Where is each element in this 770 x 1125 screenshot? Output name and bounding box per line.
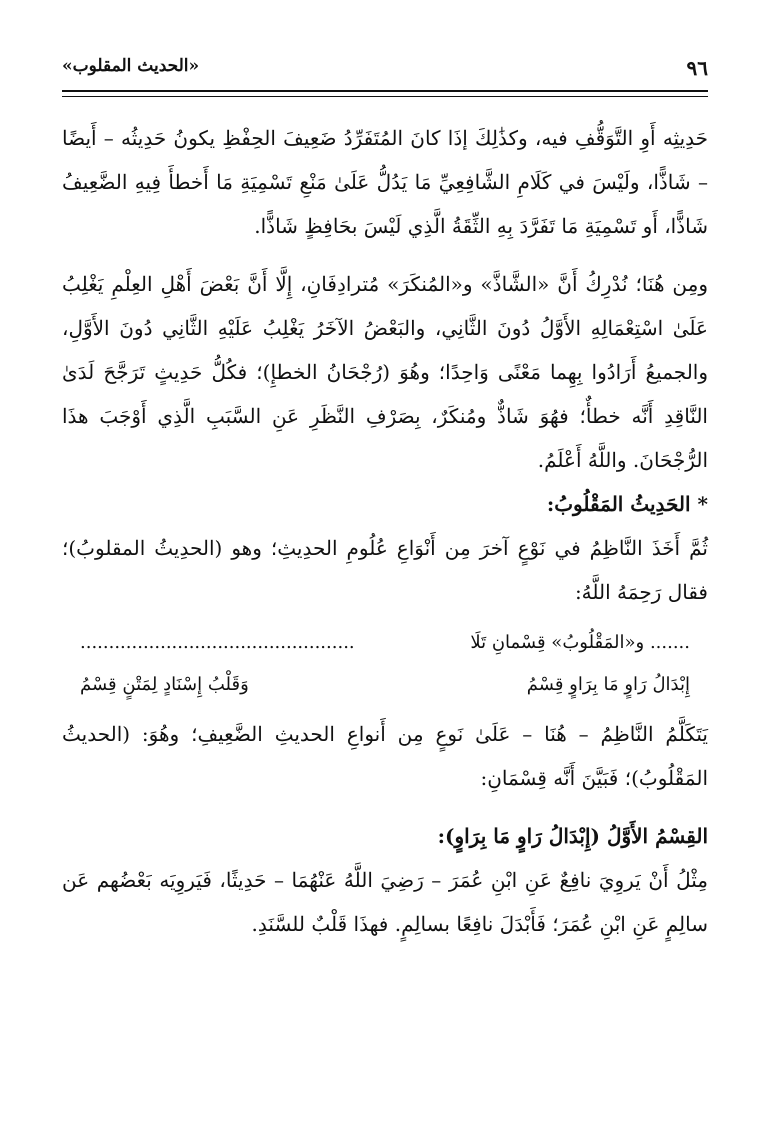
section-heading-first-part: القِسْمُ الأَوَّلُ (إِبْدَالُ رَاوٍ مَا بِرَاوٍ): <box>437 824 708 848</box>
header-rule-thin <box>62 96 708 97</box>
verse-1-first-hemistich: ....... و«المَقْلُوبُ» قِسْمانِ تَلَا <box>470 632 690 653</box>
running-header <box>62 50 708 102</box>
paragraph-3: ثُمَّ أَخَذَ النَّاظِمُ في نَوْعٍ آخرَ مِن أَنْوَاعِ عُلُومِ الحدِيثِ؛ وهو (الحدِيثُ المقلوبُ)؛ فقال رَحِمَهُ اللَّهُ: <box>62 536 708 604</box>
poem-verse <box>80 622 690 706</box>
running-title: «الحديث المقلوب» <box>62 56 200 76</box>
main-text <box>62 116 708 946</box>
verse-2-first-hemistich: إِبْدَالُ رَاوٍ مَا بِرَاوٍ قِسْمُ <box>526 674 690 695</box>
page-number: ٩٦ <box>686 56 708 80</box>
paragraph-1: حَدِيثِه أَوِ التَّوَقُّفِ فيه، وكذَٰلِكَ إذَا كانَ المُتَفَرِّدُ ضَعِيفَ الحِفْظِ يكونُ حَدِيثُه – أَيضًا – شَاذًّا، ولَيْسَ في كَلَامِ الشَّافِعِيِّ مَا يَدُلُّ عَلَىٰ مَنْعِ تَسْمِيَةِ مَا أَخطأَ فِيهِ الضَّعِيفُ شَاذًّا، أَو تَسْمِيَةِ مَا تَفَرَّدَ بِهِ الثِّقَةُ الَّذِي لَيْسَ بحَافِظٍ شَاذًّا. <box>62 126 709 238</box>
paragraph-4: يَتَكَلَّمُ النَّاظِمُ – هُنَا – عَلَىٰ نَوعٍ مِن أَنواعِ الحديثِ الضَّعِيفِ؛ وهُوَ: (الحديثُ المَقْلُوبُ)؛ فَبَيَّنَ أَنَّه قِسْمَانِ: <box>62 722 708 790</box>
verse-1-second-hemistich: ................................................ <box>80 632 355 653</box>
verse-2-second-hemistich: وَقَلْبُ إِسْنَادٍ لِمَتْنٍ قِسْمُ <box>80 674 249 695</box>
header-rule-thick <box>62 90 708 92</box>
section-heading-maqlub: * الحَدِيثُ المَقْلُوبُ: <box>546 492 708 516</box>
paragraph-2: ومِن هُنَا؛ نُدْرِكُ أَنَّ «الشَّاذَّ» و«المُنكَرَ» مُترادِفَانِ، إِلَّا أَنَّ بَعْضَ أَهْلِ العِلْمِ يَغْلِبُ عَلَىٰ اسْتِعْمَالِهِ الأَوَّلُ دُونَ الثَّانِي، والبَعْضُ الآخَرُ يَغْلِبُ عَلَيْهِ الثَّانِي دُونَ الأَوَّلِ، والجميعُ أَرَادُوا بِهِما مَعْنًى وَاحِدًا؛ وهُوَ (رُجْحَانُ الخطإِ)؛ فكُلُّ حَدِيثٍ تَرَجَّحَ لَدَىٰ النَّاقِدِ أَنَّه خطأٌ؛ فهُوَ شَاذٌّ ومُنكَرٌ، بِصَرْفِ النَّظَرِ عَنِ السَّبَبِ الَّذِي أَوْجَبَ هذَا الرُّجْحَانَ. واللَّهُ أَعْلَمُ. <box>62 272 708 472</box>
verse-line-1 <box>80 622 690 664</box>
paragraph-5: مِثْلُ أَنْ يَروِيَ نافِعٌ عَنِ ابْنِ عُمَرَ – رَضِيَ اللَّهُ عَنْهُمَا – حَدِيثًا، فَيَروِيَه بَعْضُهم عَن سالِمٍ عَنِ ابْنِ عُمَرَ؛ فَأَبْدَلَ نافِعًا بسالِمٍ. فهذَا قَلْبٌ للسَّنَدِ. <box>62 868 708 936</box>
verse-line-2 <box>80 664 690 706</box>
